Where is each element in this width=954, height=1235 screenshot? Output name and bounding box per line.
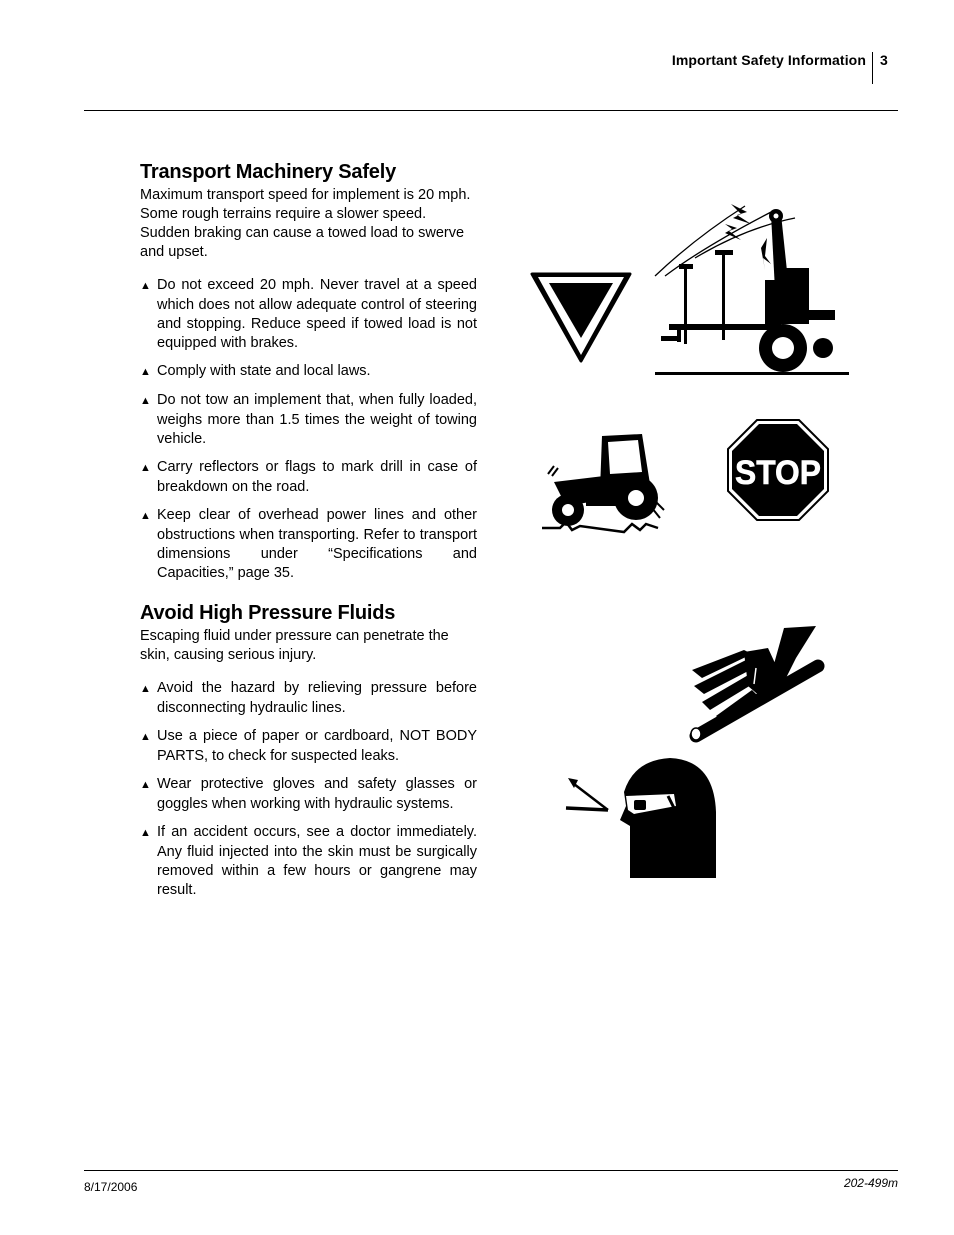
page-number: 3 <box>880 52 888 68</box>
safety-goggles-head-icon <box>564 756 720 880</box>
hand-fluid-injection-icon <box>688 624 826 742</box>
triangle-bullet-icon: ▲ <box>140 510 151 522</box>
top-rule <box>84 110 898 111</box>
list-item: ▲ Comply with state and local laws. <box>140 362 477 382</box>
triangle-bullet-icon: ▲ <box>140 366 151 378</box>
list-item: ▲ Use a piece of paper or cardboard, NOT BODY PARTS, to check for suspected leaks. <box>140 728 477 764</box>
header-divider <box>872 52 873 84</box>
section-intro: Escaping fluid under pressure can penetrate the skin, causing serious injury. <box>140 628 449 663</box>
tractor-icon <box>540 432 668 536</box>
section-intro: Maximum transport speed for implement is 20 mph. Some rough terrains require a slower speed. Sudden braking can cause a towed load to swerve and upset. <box>140 187 471 260</box>
section-heading: Transport Machinery Safely <box>140 161 397 183</box>
bottom-rule <box>84 1170 898 1171</box>
header-title: Important Safety Information <box>671 52 866 68</box>
list-item: ▲ Do not exceed 20 mph. Never travel at a speed which does not allow adequate control of steering and stopping. Reduce speed if towed load is not equipped with brakes. <box>140 277 477 351</box>
list-item: ▲ Carry reflectors or flags to mark drill in case of breakdown on the road. <box>140 459 477 495</box>
triangle-bullet-icon: ▲ <box>140 395 151 407</box>
triangle-bullet-icon: ▲ <box>140 779 151 791</box>
triangle-bullet-icon: ▲ <box>140 462 151 474</box>
triangle-bullet-icon: ▲ <box>140 280 151 292</box>
list-item: ▲ Avoid the hazard by relieving pressure before disconnecting hydraulic lines. <box>140 680 477 716</box>
yield-sign-icon <box>528 270 634 364</box>
stop-sign-text: STOP <box>735 454 821 492</box>
footer-doc-code: 202-499m <box>843 1176 898 1190</box>
list-item: ▲ Keep clear of overhead power lines and other obstructions when transporting. Refer to transport dimensions under “Specifications and Capacities,” page 35. <box>140 507 477 581</box>
stop-sign-icon <box>726 418 830 522</box>
list-item: ▲ Wear protective gloves and safety glasses or goggles when working with hydraulic systems. <box>140 776 477 812</box>
section-high-pressure <box>140 602 477 909</box>
section-heading: Avoid High Pressure Fluids <box>140 602 396 624</box>
list-item: ▲ Do not tow an implement that, when fully loaded, weighs more than 1.5 times the weight of towing vehicle. <box>140 392 477 447</box>
bullet-list <box>140 276 477 583</box>
triangle-bullet-icon: ▲ <box>140 731 151 743</box>
footer-date: 8/17/2006 <box>84 1180 138 1194</box>
section-transport <box>140 161 477 592</box>
list-item: ▲ If an accident occurs, see a doctor immediately. Any fluid injected into the skin must be surgically removed within a few hours or gangrene may result. <box>140 824 477 898</box>
triangle-bullet-icon: ▲ <box>140 827 151 839</box>
power-line-hazard-icon <box>655 198 851 378</box>
triangle-bullet-icon: ▲ <box>140 683 151 695</box>
bullet-list <box>140 679 477 900</box>
